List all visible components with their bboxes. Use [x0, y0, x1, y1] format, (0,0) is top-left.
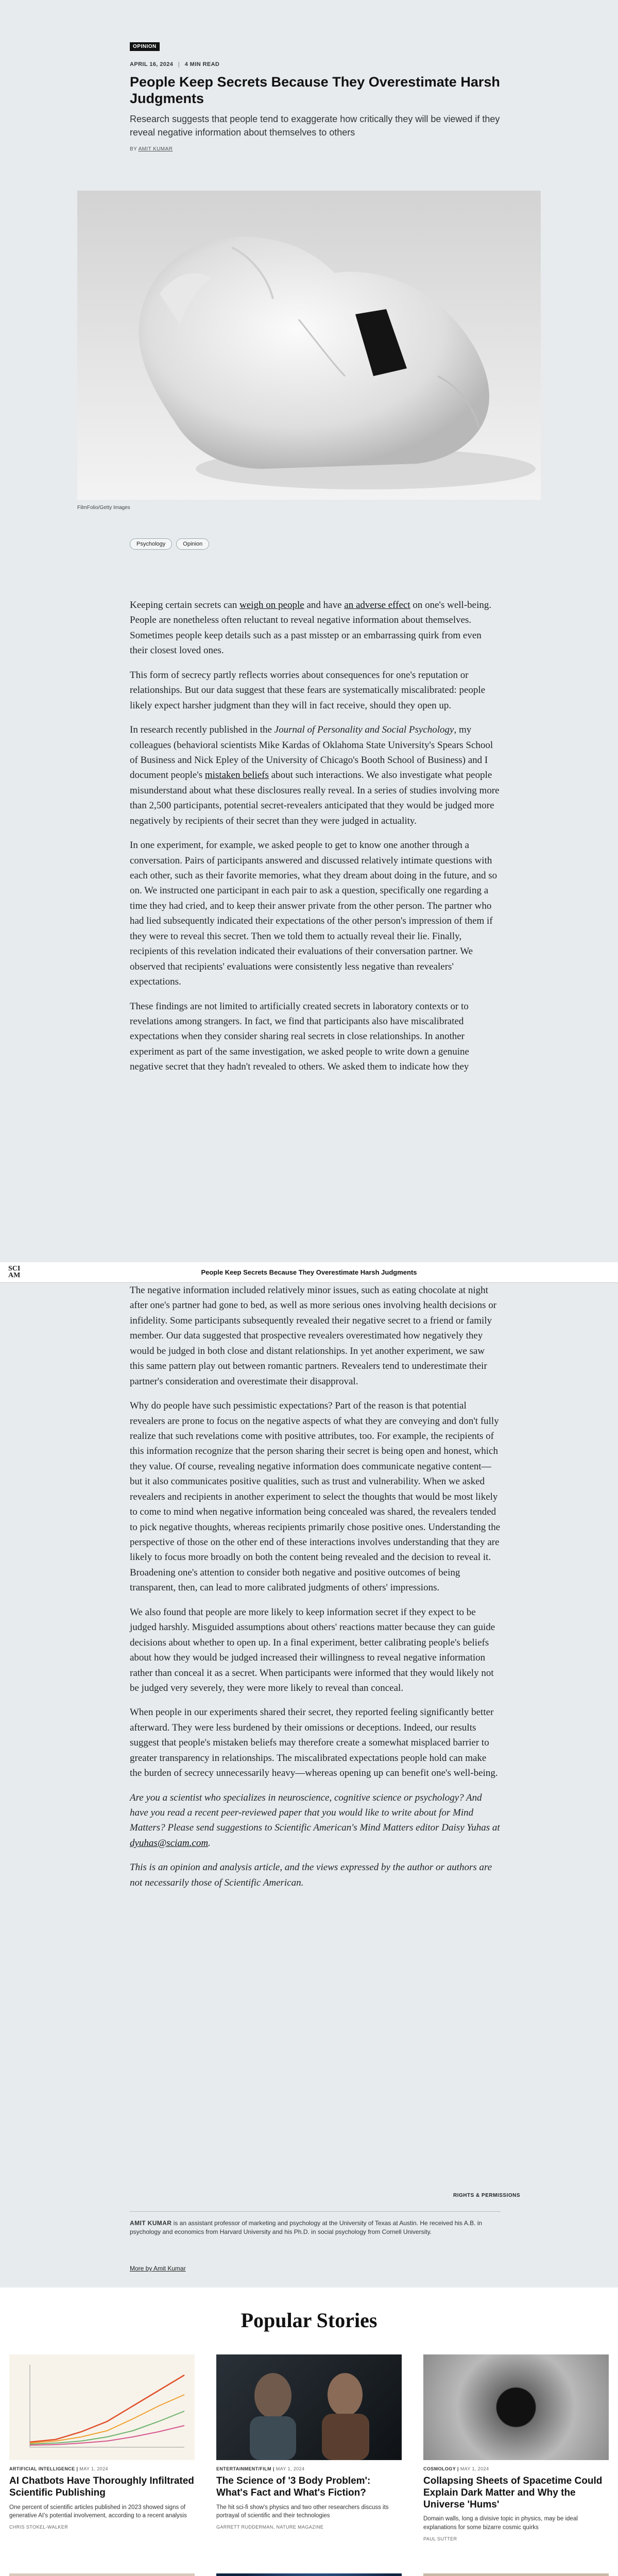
story-card[interactable]: COSMOLOGY | MAY 1, 2024 Collapsing Sheets of Spacetime Could Explain Dark Matter and Why the Universe 'Hums' Domain walls, long a divisive topic in physics, may be ideal explanations for some bizarre cosmic quirks PAUL SUTTER: [423, 2354, 609, 2541]
image-credit: FilmFolio/Getty Images: [77, 505, 130, 511]
story-author: CHRIS STOKEL-WALKER: [9, 2524, 68, 2530]
email-link[interactable]: dyuhas@sciam.com: [130, 1837, 209, 1849]
story-image: [216, 2354, 402, 2460]
byline-prefix: BY: [130, 146, 137, 152]
story-date: MAY 1, 2024: [79, 2466, 108, 2471]
article-body-continued: [130, 1283, 501, 1900]
story-image: [9, 2573, 195, 2576]
byline: [130, 146, 618, 152]
topic-psychology[interactable]: Psychology: [130, 538, 172, 550]
publish-date: APRIL 16, 2024: [130, 61, 174, 67]
story-category: COSMOLOGY: [423, 2466, 456, 2471]
author-link[interactable]: AMIT KUMAR: [138, 146, 173, 152]
more-by-author-link[interactable]: More by Amit Kumar: [130, 2265, 186, 2272]
paragraph: Why do people have such pessimistic expectations? Part of the reason is that potential revealers are prone to focus on the negative aspects of what they are conveying and don't fully realize that such revelations come with positive attributes, too. For example, the recipients of this information recognize that the person sharing their secret is being open and honest, which they value. Of course, revealing negative information does communicate negative content—but it also communicates positive qualities, such as trust and vulnerability. When we asked revealers and recipients in another experiment to select the thoughts that would be most likely to come to mind when negative information being concealed was shared, the revealers tended to pick negative thoughts, whereas recipients primarily chose positive ones. Understanding the perspective of those on the other end of these interactions involves understanding that they are likely to focus more broadly on both the content being revealed and the decision to reveal it. Broadening one's attention to consider both negative and positive outcomes of being transparent, then, can lead to more calibrated judgments of others' impressions.: [130, 1400, 501, 1594]
hero-image: [77, 191, 541, 500]
journal-name: Journal of Personality and Social Psychology: [274, 724, 454, 736]
text: on one's well-being. People are nonetheless often reluctant to reveal negative information about themselves. Sometimes people keep details such as a past misstep or an embarrassing quirk from even their closest loved ones.: [130, 600, 492, 656]
article-body: [130, 598, 501, 1084]
story-date: MAY 1, 2024: [276, 2466, 305, 2471]
topic-tags: [130, 538, 209, 550]
read-time: 4 MIN READ: [184, 61, 220, 67]
inline-link-adverse[interactable]: an adverse effect: [344, 600, 410, 611]
story-category: ARTIFICIAL INTELLIGENCE: [9, 2466, 75, 2471]
story-desc: Domain walls, long a divisive topic in physics, may be ideal explanations for some bizarre cosmic quirks: [423, 2516, 578, 2531]
story-title[interactable]: AI Chatbots Have Thoroughly Infiltrated Scientific Publishing: [9, 2476, 194, 2498]
story-title[interactable]: Collapsing Sheets of Spacetime Could Explain Dark Matter and Why the Universe 'Hums': [423, 2476, 603, 2510]
story-card[interactable]: ENTERTAINMENT/FILM | MAY 1, 2024 The Science of '3 Body Problem': What's Fact and What's Fiction? The hit sci-fi show's physics and two other researchers discuss its portrayal of scientific and their technologies GARRETT RUDDERMAN, NATURE MAGAZINE: [216, 2354, 402, 2530]
meta-separator: |: [178, 61, 180, 67]
article-title: People Keep Secrets Because They Overestimate Harsh Judgments: [130, 74, 500, 107]
story-card[interactable]: ARTIFICIAL INTELLIGENCE | MAY 1, 2024 AI Chatbots Have Thoroughly Infiltrated Scientific Publishing One percent of scientific articles published in 2023 showed signs of generative AI's potential involvement, according to a recent analysis CHRIS STOKEL-WALKER: [9, 2354, 195, 2530]
story-desc: One percent of scientific articles published in 2023 showed signs of generative AI's potential involvement, according to a recent analysis: [9, 2504, 187, 2519]
author-bio: [130, 2211, 501, 2237]
paragraph: In one experiment, for example, we asked people to get to know one another through a conversation. Pairs of participants answered and discussed relatively intimate questions with each other, such as their favorite memories, what they dream about doing in the future, and so on. We instructed one participant in each pair to ask a question, specifically one regarding a time they had cried, and to keep their answer private from the other person. The partner who had lied subsequently indicated their expectations of the other person's impression of them if they were to reveal this secret. Then we told them to actually reveal their lie. Finally, recipients of this revelation indicated their evaluations of their conversation partner. We observed that recipients' evaluations were consistently less negative than revealers' expectations.: [130, 840, 497, 988]
sticky-title: People Keep Secrets Because They Overestimate Harsh Judgments: [201, 1268, 417, 1276]
story-image: [216, 2573, 402, 2576]
story-image: [9, 2354, 195, 2460]
editor-note: [130, 1790, 501, 1851]
inline-link-weigh[interactable]: weigh on people: [239, 600, 304, 611]
text: , my colleagues (behavioral scientists Mike Kardas of Oklahoma State University's Spears School of Business and Nick Epley of the University of Chicago's Booth School of Business) and I document people's: [130, 724, 493, 781]
article-subtitle: Research suggests that people tend to exaggerate how critically they will be viewed if they reveal negative information about themselves to others: [130, 113, 500, 138]
paragraph: We also found that people are more likely to keep information secret if they expect to be judged harshly. Misguided assumptions about others' reactions matter because they can guide decisions about whether to open up. In a final experiment, better calibrating people's beliefs about how they would be judged increased their willingness to reveal negative information rather than conceal it as a secret. When participants were informed that they would likely not be judged very severely, they were more likely to reveal than conceal.: [130, 1606, 495, 1693]
popular-stories: [0, 2287, 618, 2576]
bio-text: is an assistant professor of marketing and psychology at the University of Texas at Austin. He received his A.B. in psychology and economics from Harvard University and his Ph.D. in social psychology from Cornell University.: [130, 2219, 483, 2236]
text: Are you a scientist who specializes in neuroscience, cognitive science or psychology? And have you read a recent peer-reviewed paper that you would like to write about for Mind Matters? Please send suggestions to Scientific American's Mind Matters editor Daisy Yuhas at: [130, 1792, 500, 1834]
story-image: [423, 2354, 609, 2460]
story-image: [423, 2573, 609, 2576]
text: and have: [304, 600, 345, 611]
story-title[interactable]: The Science of '3 Body Problem': What's Fact and What's Fiction?: [216, 2476, 371, 2498]
paragraph: These findings are not limited to artificially created secrets in laboratory contexts or to revelations among strangers. In fact, we find that participants also have miscalibrated expectations when they consider sharing real secrets in close relationships. In another experiment as part of the same investigation, we asked people to write down a genuine negative secret that they hadn't revealed to others. We asked them to indicate how they: [130, 1001, 469, 1073]
disclaimer: This is an opinion and analysis article, and the views expressed by the author or authors are not necessarily those of Scientific American.: [130, 1862, 492, 1888]
article-header: [0, 0, 618, 152]
bust-illustration: [77, 191, 541, 500]
story-author: PAUL SUTTER: [423, 2536, 457, 2541]
story-desc: The hit sci-fi show's physics and two other researchers discuss its portrayal of scientific and their technologies: [216, 2504, 389, 2519]
paragraph: This form of secrecy partly reflects worries about consequences for one's reputation or relationships. But our data suggest that these fears are systematically miscalibrated: people likely expect harsher judgment than they will in fact receive, should they open up.: [130, 669, 486, 711]
story-card[interactable]: [216, 2573, 402, 2576]
paragraph: The negative information included relatively minor issues, such as eating chocolate at night after one's partner had gone to bed, as well as more serious ones involving health decisions or infidelity. Some participants subsequently revealed their negative secret to a friend or family member. Our data suggested that prospective revealers overestimated how negatively they would be judged in both close and distant relationships. In yet another experiment, we saw this same pattern play out between romantic partners. Revealers tend to underestimate their partner's consideration and overestimate their disapproval.: [130, 1285, 497, 1387]
sticky-header: [0, 1262, 618, 1283]
popular-heading: Popular Stories: [241, 2309, 377, 2332]
story-date: MAY 1, 2024: [460, 2466, 489, 2471]
story-author: GARRETT RUDDERMAN, NATURE MAGAZINE: [216, 2524, 324, 2530]
sciam-logo[interactable]: SCI AM: [8, 1265, 21, 1279]
rights-permissions-link[interactable]: RIGHTS & PERMISSIONS: [453, 2193, 521, 2198]
bio-name[interactable]: AMIT KUMAR: [130, 2219, 172, 2227]
story-card[interactable]: [423, 2573, 609, 2576]
section-tag[interactable]: OPINION: [130, 42, 160, 51]
article-meta: [130, 61, 618, 67]
text: about such interactions. We also investigate what people misunderstand about what these disclosures really reveal. In a series of studies involving more than 2,500 participants, potential secret-revealers anticipated that they would be judged more negatively by recipients of their secret than they were judged in actuality.: [130, 770, 500, 826]
paragraph: When people in our experiments shared their secret, they reported feeling significantly better afterward. They were less burdened by their omissions or deceptions. Indeed, our results suggest that people's mistaken beliefs may therefore create a somewhat misplaced barrier to greater transparency in relationships. The miscalibrated expectations people hold can make the burden of secrecy unnecessarily heavy—whereas opening up can benefit one's well-being.: [130, 1707, 498, 1779]
story-category: ENTERTAINMENT/FILM: [216, 2466, 272, 2471]
story-card[interactable]: [9, 2573, 195, 2576]
inline-link-beliefs[interactable]: mistaken beliefs: [204, 770, 269, 781]
text: .: [208, 1837, 211, 1849]
paragraph: [130, 722, 501, 828]
text: In research recently published in the: [130, 724, 274, 736]
topic-opinion[interactable]: Opinion: [176, 538, 209, 550]
text: Keeping certain secrets can: [130, 600, 240, 611]
paragraph: [130, 598, 501, 658]
